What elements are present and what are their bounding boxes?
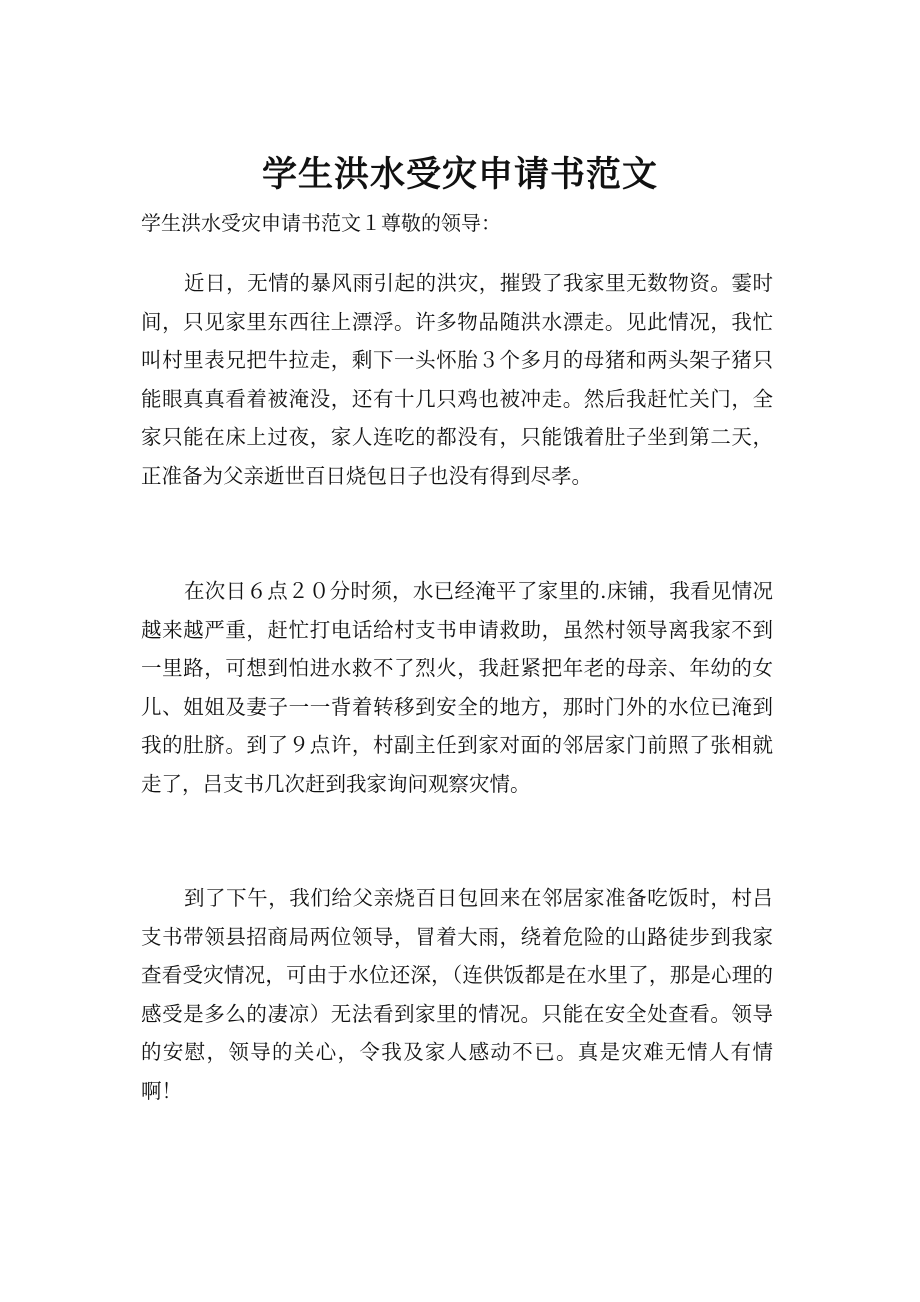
body-paragraph-2: 在次日６点２０分时须，水已经淹平了家里的.床铺，我看见情况越来越严重，赶忙打电话给村支书申请救助，虽然村领导离我家不到一里路，可想到怕进水救不了烈火，我赶紧把年老的母亲、年幼的女儿、姐姐及妻子一一背着转移到安全的地方，那时门外的水位已淹到我的肚脐。到了９点许，村副主任到家对面的邻居家门前照了张相就走了，吕支书几次赶到我家询问观察灾情。 [141, 579, 773, 796]
salutation-line: 学生洪水受灾申请书范文１尊敬的领导： [141, 211, 501, 235]
body-paragraph-1: 近日，无情的暴风雨引起的洪灾，摧毁了我家里无数物资。霎时间，只见家里东西往上漂浮。许多物品随洪水漂走。见此情况，我忙叫村里表兄把牛拉走，剩下一头怀胎３个多月的母猪和两头架子猪只能眼真真看着被淹没，还有十几只鸡也被冲走。然后我赶忙关门，全家只能在床上过夜，家人连吃的都没有，只能饿着肚子坐到第二天，正准备为父亲逝世百日烧包日子也没有得到尽孝。 [141, 271, 773, 488]
body-paragraph-3: 到了下午，我们给父亲烧百日包回来在邻居家准备吃饭时，村吕支书带领县招商局两位领导，冒着大雨，绕着危险的山路徒步到我家查看受灾情况，可由于水位还深，（连供饭都是在水里了，那是心理的感受是多么的凄凉）无法看到家里的情况。只能在安全处查看。领导的安慰，领导的关心，令我及家人感动不已。真是灾难无情人有情啊！ [141, 886, 773, 1103]
page-title: 学生洪水受灾申请书范文 [261, 154, 658, 195]
